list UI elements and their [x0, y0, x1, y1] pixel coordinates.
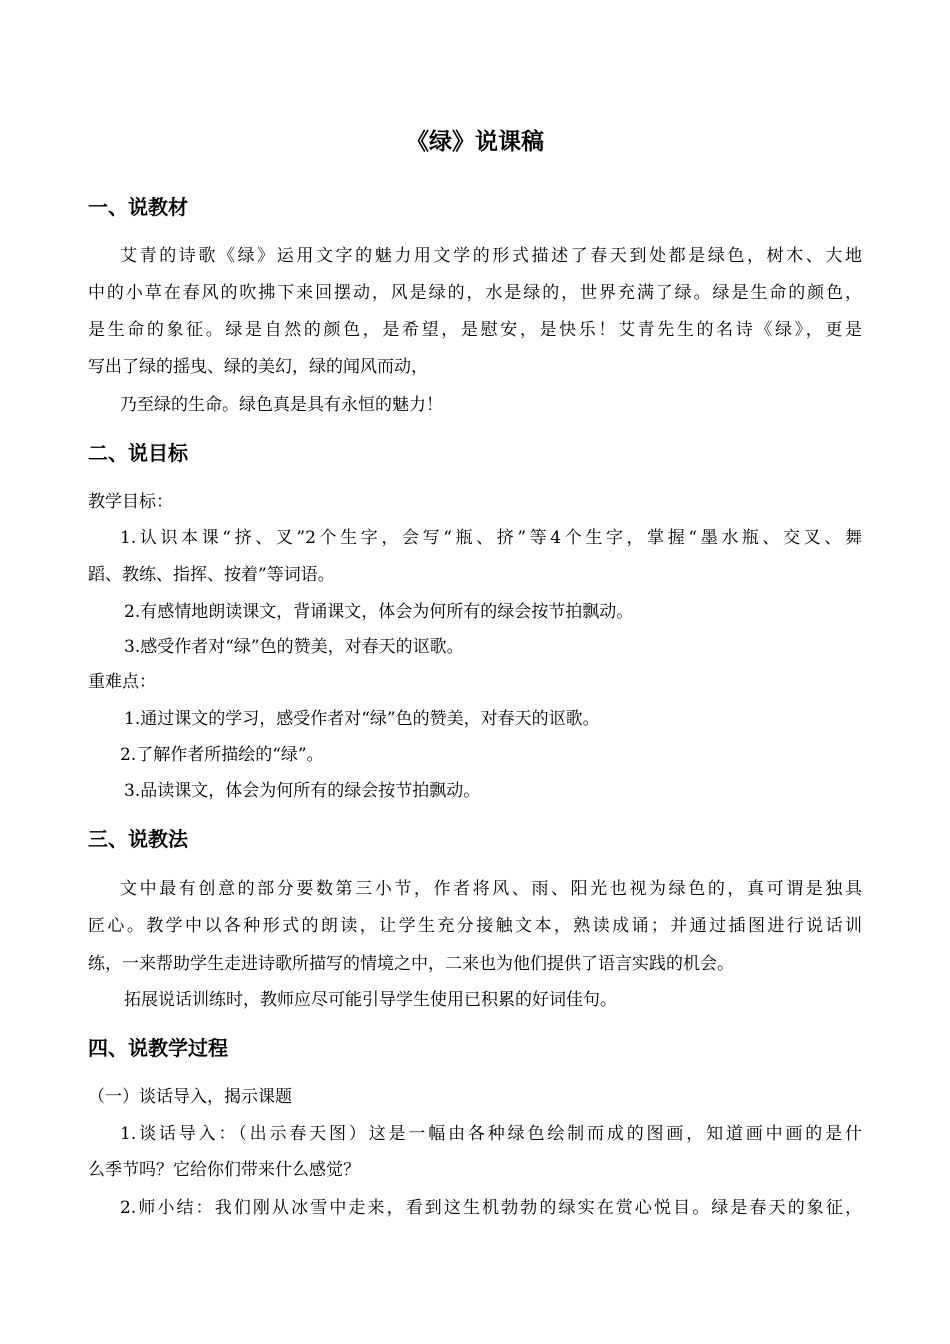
subheading-intro: （一）谈话导入，揭示课题 [88, 1087, 292, 1107]
list-item: 3.感受作者对“绿”色的赞美，对春天的讴歌。 [124, 637, 464, 657]
list-item: 1.通过课文的学习，感受作者对“绿”色的赞美，对春天的讴歌。 [124, 709, 600, 729]
list-item: 2.有感情地朗读课文，背诵课文，体会为何所有的绿会按节拍飘动。 [124, 602, 634, 622]
section-heading-goals: 二、说目标 [88, 441, 188, 465]
list-item: 2.师小结：我们刚从冰雪中走来，看到这生机勃勃的绿实在赏心悦目。绿是春天的象征， [120, 1198, 862, 1218]
document-title: 《绿》说课稿 [406, 129, 544, 155]
paragraph-line: 中的小草在春风的吹拂下来回摆动，风是绿的，水是绿的，世界充满了绿。绿是生命的颜色， [88, 283, 862, 303]
list-item: 3.品读课文，体会为何所有的绿会按节拍飘动。 [124, 781, 481, 801]
paragraph-line: 匠心。教学中以各种形式的朗读，让学生充分接触文本，熟读成诵；并通过插图进行说话训 [88, 916, 862, 936]
list-item: 1.谈话导入：（出示春天图）这是一幅由各种绿色绘制而成的图画，知道画中画的是什 [120, 1124, 862, 1144]
paragraph-line: 拓展说话训练时，教师应尽可能引导学生使用已积累的好词佳句。 [124, 990, 617, 1010]
subheading-key-points: 重难点： [88, 672, 156, 692]
section-heading-textbook: 一、说教材 [88, 195, 188, 219]
section-heading-method: 三、说教法 [88, 827, 188, 851]
paragraph-line: 练，一来帮助学生走进诗歌所描写的情境之中，二来也为他们提供了语言实践的机会。 [88, 954, 734, 974]
paragraph-line: 写出了绿的摇曳、绿的美幻，绿的闻风而动， [88, 357, 428, 377]
paragraph-line: 是生命的象征。绿是自然的颜色，是希望，是慰安，是快乐！艾青先生的名诗《绿》，更是 [88, 320, 862, 340]
list-item: 2.了解作者所描绘的“绿”。 [120, 745, 324, 765]
paragraph-line: 乃至绿的生命。绿色真是具有永恒的魅力！ [120, 395, 443, 415]
list-item-continuation: 么季节吗？它给你们带来什么感觉？ [88, 1160, 360, 1180]
section-heading-process: 四、说教学过程 [88, 1036, 228, 1060]
subheading-teaching-goals: 教学目标： [88, 492, 173, 512]
list-item-continuation: 蹈、教练、指挥、按着”等词语。 [88, 565, 335, 585]
paragraph-line: 文中最有创意的部分要数第三小节，作者将风、雨、阳光也视为绿色的，真可谓是独具 [120, 879, 862, 899]
list-item: 1.认识本课“挤、叉”2个生字，会写“瓶、挤”等4个生字，掌握“墨水瓶、交叉、舞 [120, 528, 862, 548]
paragraph-line: 艾青的诗歌《绿》运用文字的魅力用文学的形式描述了春天到处都是绿色，树木、大地 [120, 246, 862, 266]
